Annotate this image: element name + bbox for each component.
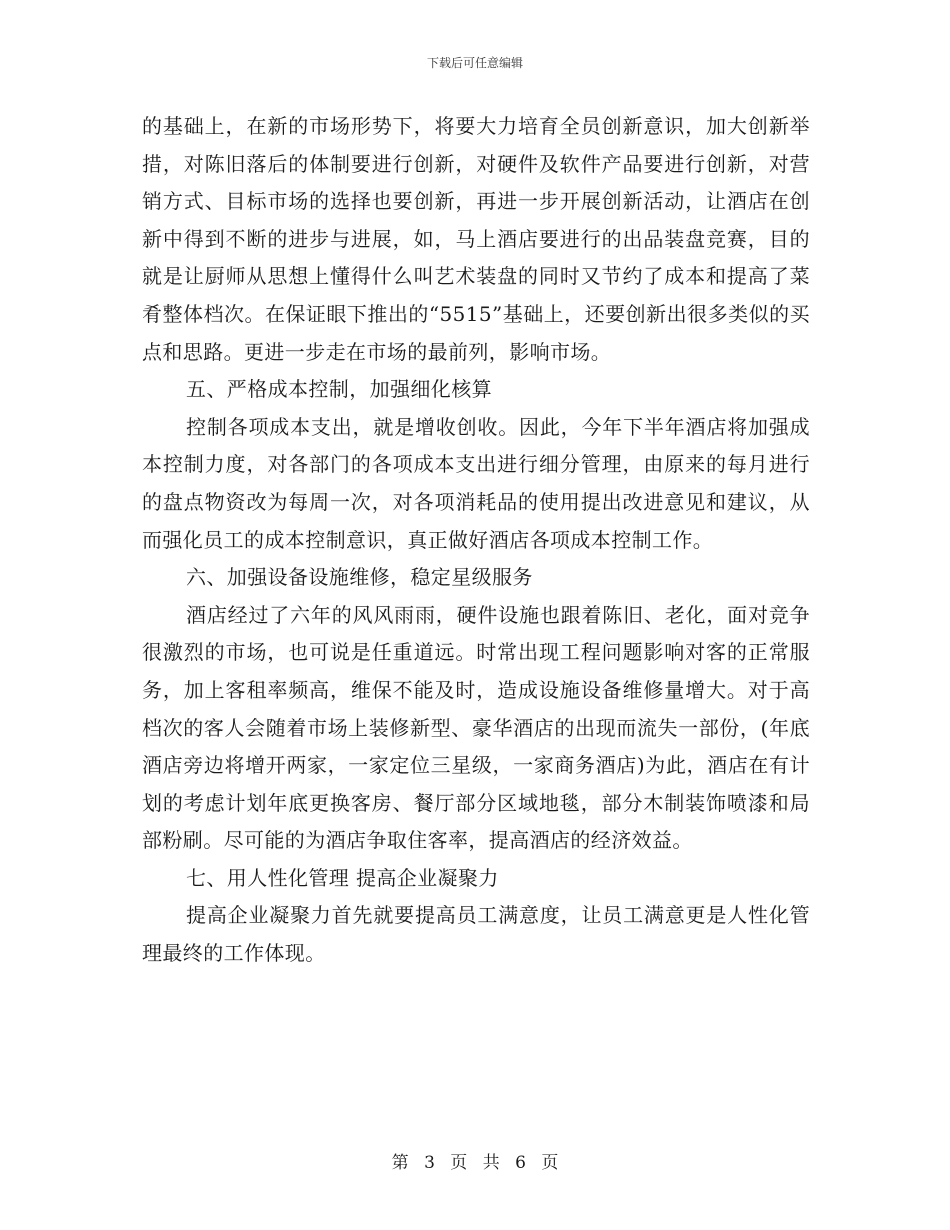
paragraph-innovation: 的基础上，在新的市场形势下，将要大力培育全员创新意识，加大创新举措，对陈旧落后的体制要进行创新，对硬件及软件产品要进行创新，对营销方式、目标市场的选择也要创新，再进一步开展创新活动，让酒店在创新中得到不断的进步与进展，如，马上酒店要进行的出品装盘竞赛，目的就是让厨师从思想上懂得什么叫艺术装盘的同时又节约了成本和提高了菜肴整体档次。在保证眼下推出的“5515”基础上，还要创新出很多类似的买点和思路。更进一步走在市场的最前列，影响市场。 — [142, 114, 810, 364]
footer-label-page-unit: 页 — [450, 1153, 468, 1173]
document-body — [142, 108, 810, 973]
paragraph-cohesion: 提高企业凝聚力首先就要提高员工满意度，让员工满意更是人性化管理最终的工作体现。 — [142, 903, 810, 966]
footer-label-total: 共 — [482, 1153, 500, 1173]
section-heading-7: 七、用人性化管理 提高企业凝聚力 — [186, 865, 499, 890]
paragraph-maintenance: 酒店经过了六年的风风雨雨，硬件设施也跟着陈旧、老化，面对竞争很激烈的市场，也可说是任重道远。时常出现工程问题影响对客的正常服务，加上客租率频高，维保不能及时，造成设施设备维修量增大。对于高档次的客人会随着市场上装修新型、豪华酒店的出现而流失一部份，(年底酒店旁边将增开两家，一家定位三星级，一家商务酒店)为此，酒店在有计划的考虑计划年底更换客房、餐厅部分区域地毯，部分木制装饰喷漆和局部粉刷。尽可能的为酒店争取住客率，提高酒店的经济效益。 — [142, 602, 810, 853]
footer-total-pages: 6 — [515, 1153, 526, 1173]
footer-current-page: 3 — [424, 1153, 435, 1173]
section-heading-5: 五、严格成本控制，加强细化核算 — [186, 377, 492, 402]
section-heading-6: 六、加强设备设施维修，稳定星级服务 — [186, 565, 533, 590]
paragraph-cost-control: 控制各项成本支出，就是增收创收。因此，今年下半年酒店将加强成本控制力度，对各部门的各项成本支出进行细分管理，由原来的每月进行的盘点物资改为每周一次，对各项消耗品的使用提出改进意见和建议，从而强化员工的成本控制意识，真正做好酒店各项成本控制工作。 — [142, 414, 810, 552]
page-header: 下载后可任意编辑 — [426, 56, 523, 70]
footer-label-page: 第 — [391, 1153, 409, 1173]
page-footer — [0, 1148, 950, 1173]
footer-label-total-unit: 页 — [541, 1153, 559, 1173]
